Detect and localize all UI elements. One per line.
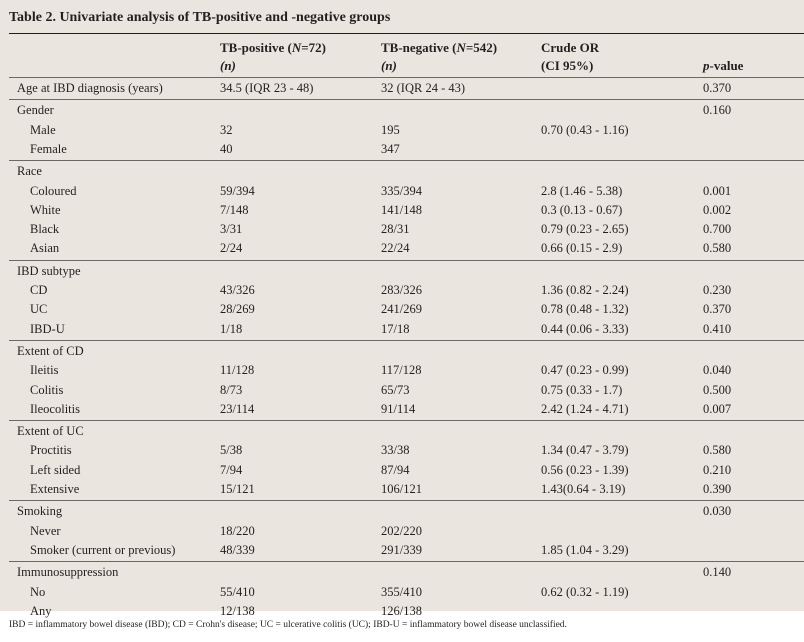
table-row-heading (0, 502, 804, 521)
row-label: Extensive (30, 482, 80, 496)
table-row (0, 381, 804, 400)
table-row (0, 121, 804, 140)
tb-positive-cell: 1/18 (220, 321, 243, 336)
tb-positive-cell: 32 (220, 122, 233, 137)
tb-negative-cell: 126/138 (381, 603, 422, 618)
crude-or-cell: 0.75 (0.33 - 1.7) (541, 382, 623, 397)
table-row (0, 182, 804, 201)
row-label: Smoking (17, 504, 63, 519)
row-label: IBD-U (30, 321, 65, 336)
tb-positive-cell: 23/114 (220, 401, 255, 416)
p-value-cell: 0.580 (703, 443, 732, 458)
crude-or-cell: 1.85 (1.04 - 3.29) (541, 542, 629, 557)
table-row-heading (0, 563, 804, 582)
tb-negative-cell: 283/326 (381, 283, 422, 297)
p-value-cell: 0.700 (703, 222, 732, 237)
tb-positive-cell: 7/94 (220, 462, 243, 477)
tb-positive-cell: 2/24 (220, 241, 243, 256)
row-label: Age at IBD diagnosis (years) (17, 81, 163, 95)
tb-positive-cell: 28/269 (220, 302, 255, 317)
row-label: Smoker (current or previous) (30, 542, 176, 557)
table-row (0, 400, 804, 419)
tb-negative-cell: 195 (381, 122, 400, 137)
group-divider (9, 420, 804, 421)
top-rule (9, 33, 804, 34)
header-tb-negative: TB-negative (N=542) (n) (381, 40, 498, 73)
table-row (0, 461, 804, 480)
table-row (0, 201, 804, 220)
crude-or-cell: 1.36 (0.82 - 2.24) (541, 283, 629, 297)
tb-positive-cell: 15/121 (220, 482, 255, 496)
tb-negative-cell: 347 (381, 141, 400, 156)
tb-negative-cell: 91/114 (381, 401, 416, 416)
table-row (0, 480, 804, 499)
p-value-cell: 0.007 (703, 401, 732, 416)
p-value-cell: 0.140 (703, 565, 732, 580)
table-row-heading (0, 79, 804, 98)
crude-or-cell: 1.43(0.64 - 3.19) (541, 482, 626, 496)
table-row (0, 541, 804, 560)
p-value-cell: 0.001 (703, 183, 732, 198)
row-label: No (30, 584, 46, 599)
crude-or-cell: 0.78 (0.48 - 1.32) (541, 302, 629, 317)
tb-negative-cell: 335/394 (381, 183, 422, 198)
tb-positive-cell: 7/148 (220, 202, 249, 217)
table-row (0, 441, 804, 460)
p-value-cell: 0.030 (703, 504, 732, 519)
table-row (0, 140, 804, 159)
p-value-cell: 0.410 (703, 321, 732, 336)
table-row-heading (0, 162, 804, 181)
table-row (0, 583, 804, 602)
row-label: Female (30, 141, 67, 156)
row-label: Race (17, 164, 42, 179)
tb-negative-cell: 117/128 (381, 363, 422, 378)
tb-negative-cell: 17/18 (381, 321, 410, 336)
row-label: IBD subtype (17, 263, 81, 278)
row-label: Immunosuppression (17, 565, 119, 580)
table-row (0, 281, 804, 300)
table-row-heading (0, 342, 804, 361)
crude-or-cell: 0.66 (0.15 - 2.9) (541, 241, 623, 256)
p-value-cell: 0.580 (703, 241, 732, 256)
tb-positive-cell: 8/73 (220, 382, 243, 397)
tb-positive-cell: 59/394 (220, 183, 255, 198)
tb-negative-cell: 106/121 (381, 482, 422, 496)
tb-negative-cell: 65/73 (381, 382, 410, 397)
header-crude-or: Crude OR (CI 95%) (541, 40, 600, 73)
table-row-heading (0, 422, 804, 441)
table-row (0, 361, 804, 380)
crude-or-cell: 2.8 (1.46 - 5.38) (541, 183, 623, 198)
table-row (0, 300, 804, 319)
table-row-heading (0, 262, 804, 281)
p-value-cell: 0.040 (703, 363, 732, 378)
row-label: Extent of UC (17, 424, 84, 439)
crude-or-cell: 0.3 (0.13 - 0.67) (541, 202, 623, 217)
tb-positive-cell: 34.5 (IQR 23 - 48) (220, 81, 314, 95)
crude-or-cell: 0.70 (0.43 - 1.16) (541, 122, 629, 137)
table-row (0, 522, 804, 541)
row-label: Black (30, 222, 60, 237)
group-divider (9, 561, 804, 562)
tb-negative-cell: 22/24 (381, 241, 410, 256)
tb-negative-cell: 291/339 (381, 542, 422, 557)
tb-negative-cell: 355/410 (381, 584, 422, 599)
table-row (0, 320, 804, 339)
header-p-value: p-value (703, 58, 744, 73)
crude-or-cell: 1.34 (0.47 - 3.79) (541, 443, 629, 458)
row-label: Extent of CD (17, 343, 84, 358)
crude-or-cell: 0.44 (0.06 - 3.33) (541, 321, 629, 336)
table-row-heading (0, 101, 804, 120)
p-value-cell: 0.370 (703, 302, 732, 317)
row-label: Colitis (30, 382, 64, 397)
row-label: CD (30, 283, 48, 297)
p-value-cell: 0.500 (703, 382, 732, 397)
tb-negative-cell: 33/38 (381, 443, 410, 458)
row-label: Ileocolitis (30, 401, 80, 416)
row-label: Coloured (30, 183, 77, 198)
table-row (0, 239, 804, 258)
tb-negative-cell: 32 (IQR 24 - 43) (381, 81, 466, 95)
tb-positive-cell: 3/31 (220, 222, 243, 237)
group-divider (9, 160, 804, 161)
tb-positive-cell: 11/128 (220, 363, 255, 378)
table-title: Table 2. Univariate analysis of TB-positive and -negative groups (9, 10, 391, 25)
crude-or-cell: 0.62 (0.32 - 1.19) (541, 584, 629, 599)
row-label: Male (30, 122, 56, 137)
p-value-cell: 0.230 (703, 283, 732, 297)
row-label: Proctitis (30, 443, 72, 458)
tb-negative-cell: 87/94 (381, 462, 410, 477)
row-label: Ileitis (30, 363, 59, 378)
p-value-cell: 0.210 (703, 462, 732, 477)
row-label: White (30, 202, 61, 217)
crude-or-cell: 0.56 (0.23 - 1.39) (541, 462, 629, 477)
group-divider (9, 340, 804, 341)
tb-positive-cell: 18/220 (220, 523, 255, 538)
p-value-cell: 0.160 (703, 103, 732, 118)
group-divider (9, 260, 804, 261)
tb-negative-cell: 141/148 (381, 202, 422, 217)
table-footnote: IBD = inflammatory bowel disease (IBD); CD = Crohn's disease; UC = ulcerative colitis (UC); IBD-U = inflammatory bowel disease unclassified. (9, 620, 567, 630)
crude-or-cell: 0.79 (0.23 - 2.65) (541, 222, 629, 237)
row-label: Never (30, 523, 61, 538)
tb-positive-cell: 40 (220, 141, 233, 156)
tb-negative-cell: 241/269 (381, 302, 422, 317)
p-value-cell: 0.370 (703, 81, 732, 95)
tb-positive-cell: 55/410 (220, 584, 255, 599)
table-row (0, 220, 804, 239)
row-label: UC (30, 302, 48, 317)
tb-negative-cell: 202/220 (381, 523, 422, 538)
p-value-cell: 0.002 (703, 202, 732, 217)
row-label: Left sided (30, 462, 81, 477)
group-divider (9, 99, 804, 100)
tb-negative-cell: 28/31 (381, 222, 410, 237)
tb-positive-cell: 12/138 (220, 603, 255, 618)
table-row (0, 602, 804, 621)
group-divider (9, 500, 804, 501)
header-rule (9, 77, 804, 78)
crude-or-cell: 0.47 (0.23 - 0.99) (541, 363, 629, 378)
crude-or-cell: 2.42 (1.24 - 4.71) (541, 401, 629, 416)
tb-positive-cell: 48/339 (220, 542, 255, 557)
tb-positive-cell: 5/38 (220, 443, 243, 458)
header-tb-positive: TB-positive (N=72) (n) (220, 40, 327, 73)
row-label: Asian (30, 241, 60, 256)
p-value-cell: 0.390 (703, 482, 732, 496)
tb-positive-cell: 43/326 (220, 283, 255, 297)
row-label: Any (30, 603, 52, 618)
row-label: Gender (17, 103, 54, 118)
